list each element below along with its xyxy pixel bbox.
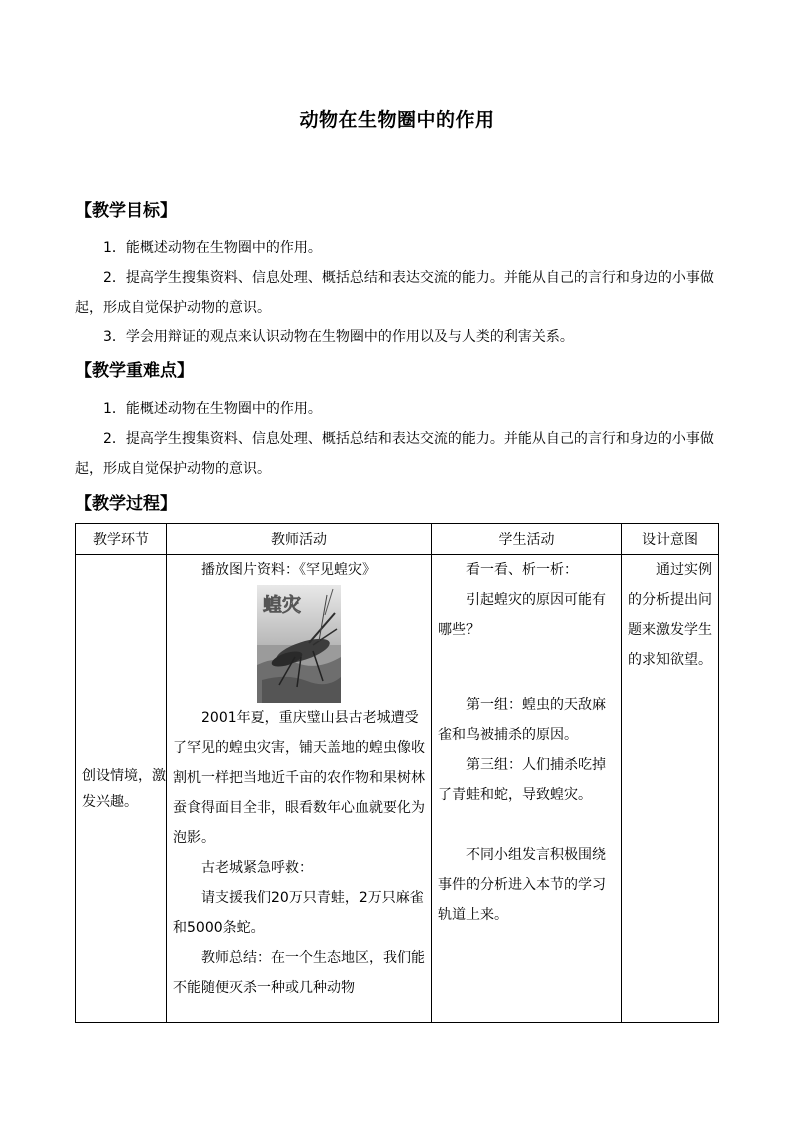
column-header-stage: 教学环节 xyxy=(76,524,167,555)
student-p3: 第一组：蝗虫的天敌麻雀和鸟被捕杀的原因。 xyxy=(438,697,606,743)
process-heading: 【教学过程】 xyxy=(75,494,177,514)
student-p4: 第三组：人们捕杀吃掉了青蛙和蛇，导致蝗灾。 xyxy=(438,757,606,803)
keypoint-item-2: 2．提高学生搜集资料、信息处理、概括总结和表达交流的能力。并能从自己的言行和身边的小事做起，形成自觉保护动物的意识。 xyxy=(75,431,714,477)
table-row xyxy=(76,555,719,1023)
column-header-intent: 设计意图 xyxy=(622,524,719,555)
teaching-process-table xyxy=(75,523,719,1023)
teacher-request: 请支援我们20万只青蛙，2万只麻雀和5000条蛇。 xyxy=(173,890,424,936)
keypoint-item-1: 1．能概述动物在生物圈中的作用。 xyxy=(103,401,322,417)
student-activity-cell xyxy=(432,555,622,1023)
student-p2: 引起蝗灾的原因可能有哪些？ xyxy=(438,592,606,638)
column-header-student: 学生活动 xyxy=(432,524,622,555)
stage-cell: 创设情境，激发兴趣。 xyxy=(76,555,167,1023)
table-header-row xyxy=(76,524,719,555)
student-p5: 不同小组发言积极围绕事件的分析进入本节的学习轨道上来。 xyxy=(438,847,606,923)
design-intent-cell xyxy=(622,555,719,1023)
goals-heading: 【教学目标】 xyxy=(75,201,177,221)
keypoints-heading: 【教学重难点】 xyxy=(75,361,194,381)
teacher-activity-cell xyxy=(167,555,432,1023)
teacher-call: 古老城紧急呼救： xyxy=(201,860,313,876)
teacher-summary: 教师总结：在一个生态地区，我们能不能随便灭杀一种或几种动物 xyxy=(173,950,425,996)
teacher-intro: 播放图片资料：《罕见蝗灾》 xyxy=(201,562,376,578)
page-title: 动物在生物圈中的作用 xyxy=(299,109,495,131)
teacher-story: 2001年夏，重庆璧山县古老城遭受了罕见的蝗虫灾害，铺天盖地的蝗虫像收割机一样把当地近千亩的农作物和果树林蚕食得面目全非，眼看数年心血就要化为泡影。 xyxy=(173,710,425,846)
goal-item-2: 2．提高学生搜集资料、信息处理、概括总结和表达交流的能力。并能从自己的言行和身边的小事做起，形成自觉保护动物的意识。 xyxy=(75,270,714,316)
design-intent-text: 通过实例的分析提出问题来激发学生的求知欲望。 xyxy=(628,562,712,668)
student-p1: 看一看、析一析： xyxy=(466,562,578,578)
locust-plague-image xyxy=(167,585,431,703)
column-header-teacher: 教师活动 xyxy=(167,524,432,555)
goal-item-1: 1．能概述动物在生物圈中的作用。 xyxy=(103,240,322,256)
image-caption: 蝗灾 xyxy=(263,594,302,616)
goal-item-3: 3．学会用辩证的观点来认识动物在生物圈中的作用以及与人类的利害关系。 xyxy=(103,329,574,345)
locust-photo xyxy=(257,585,341,703)
